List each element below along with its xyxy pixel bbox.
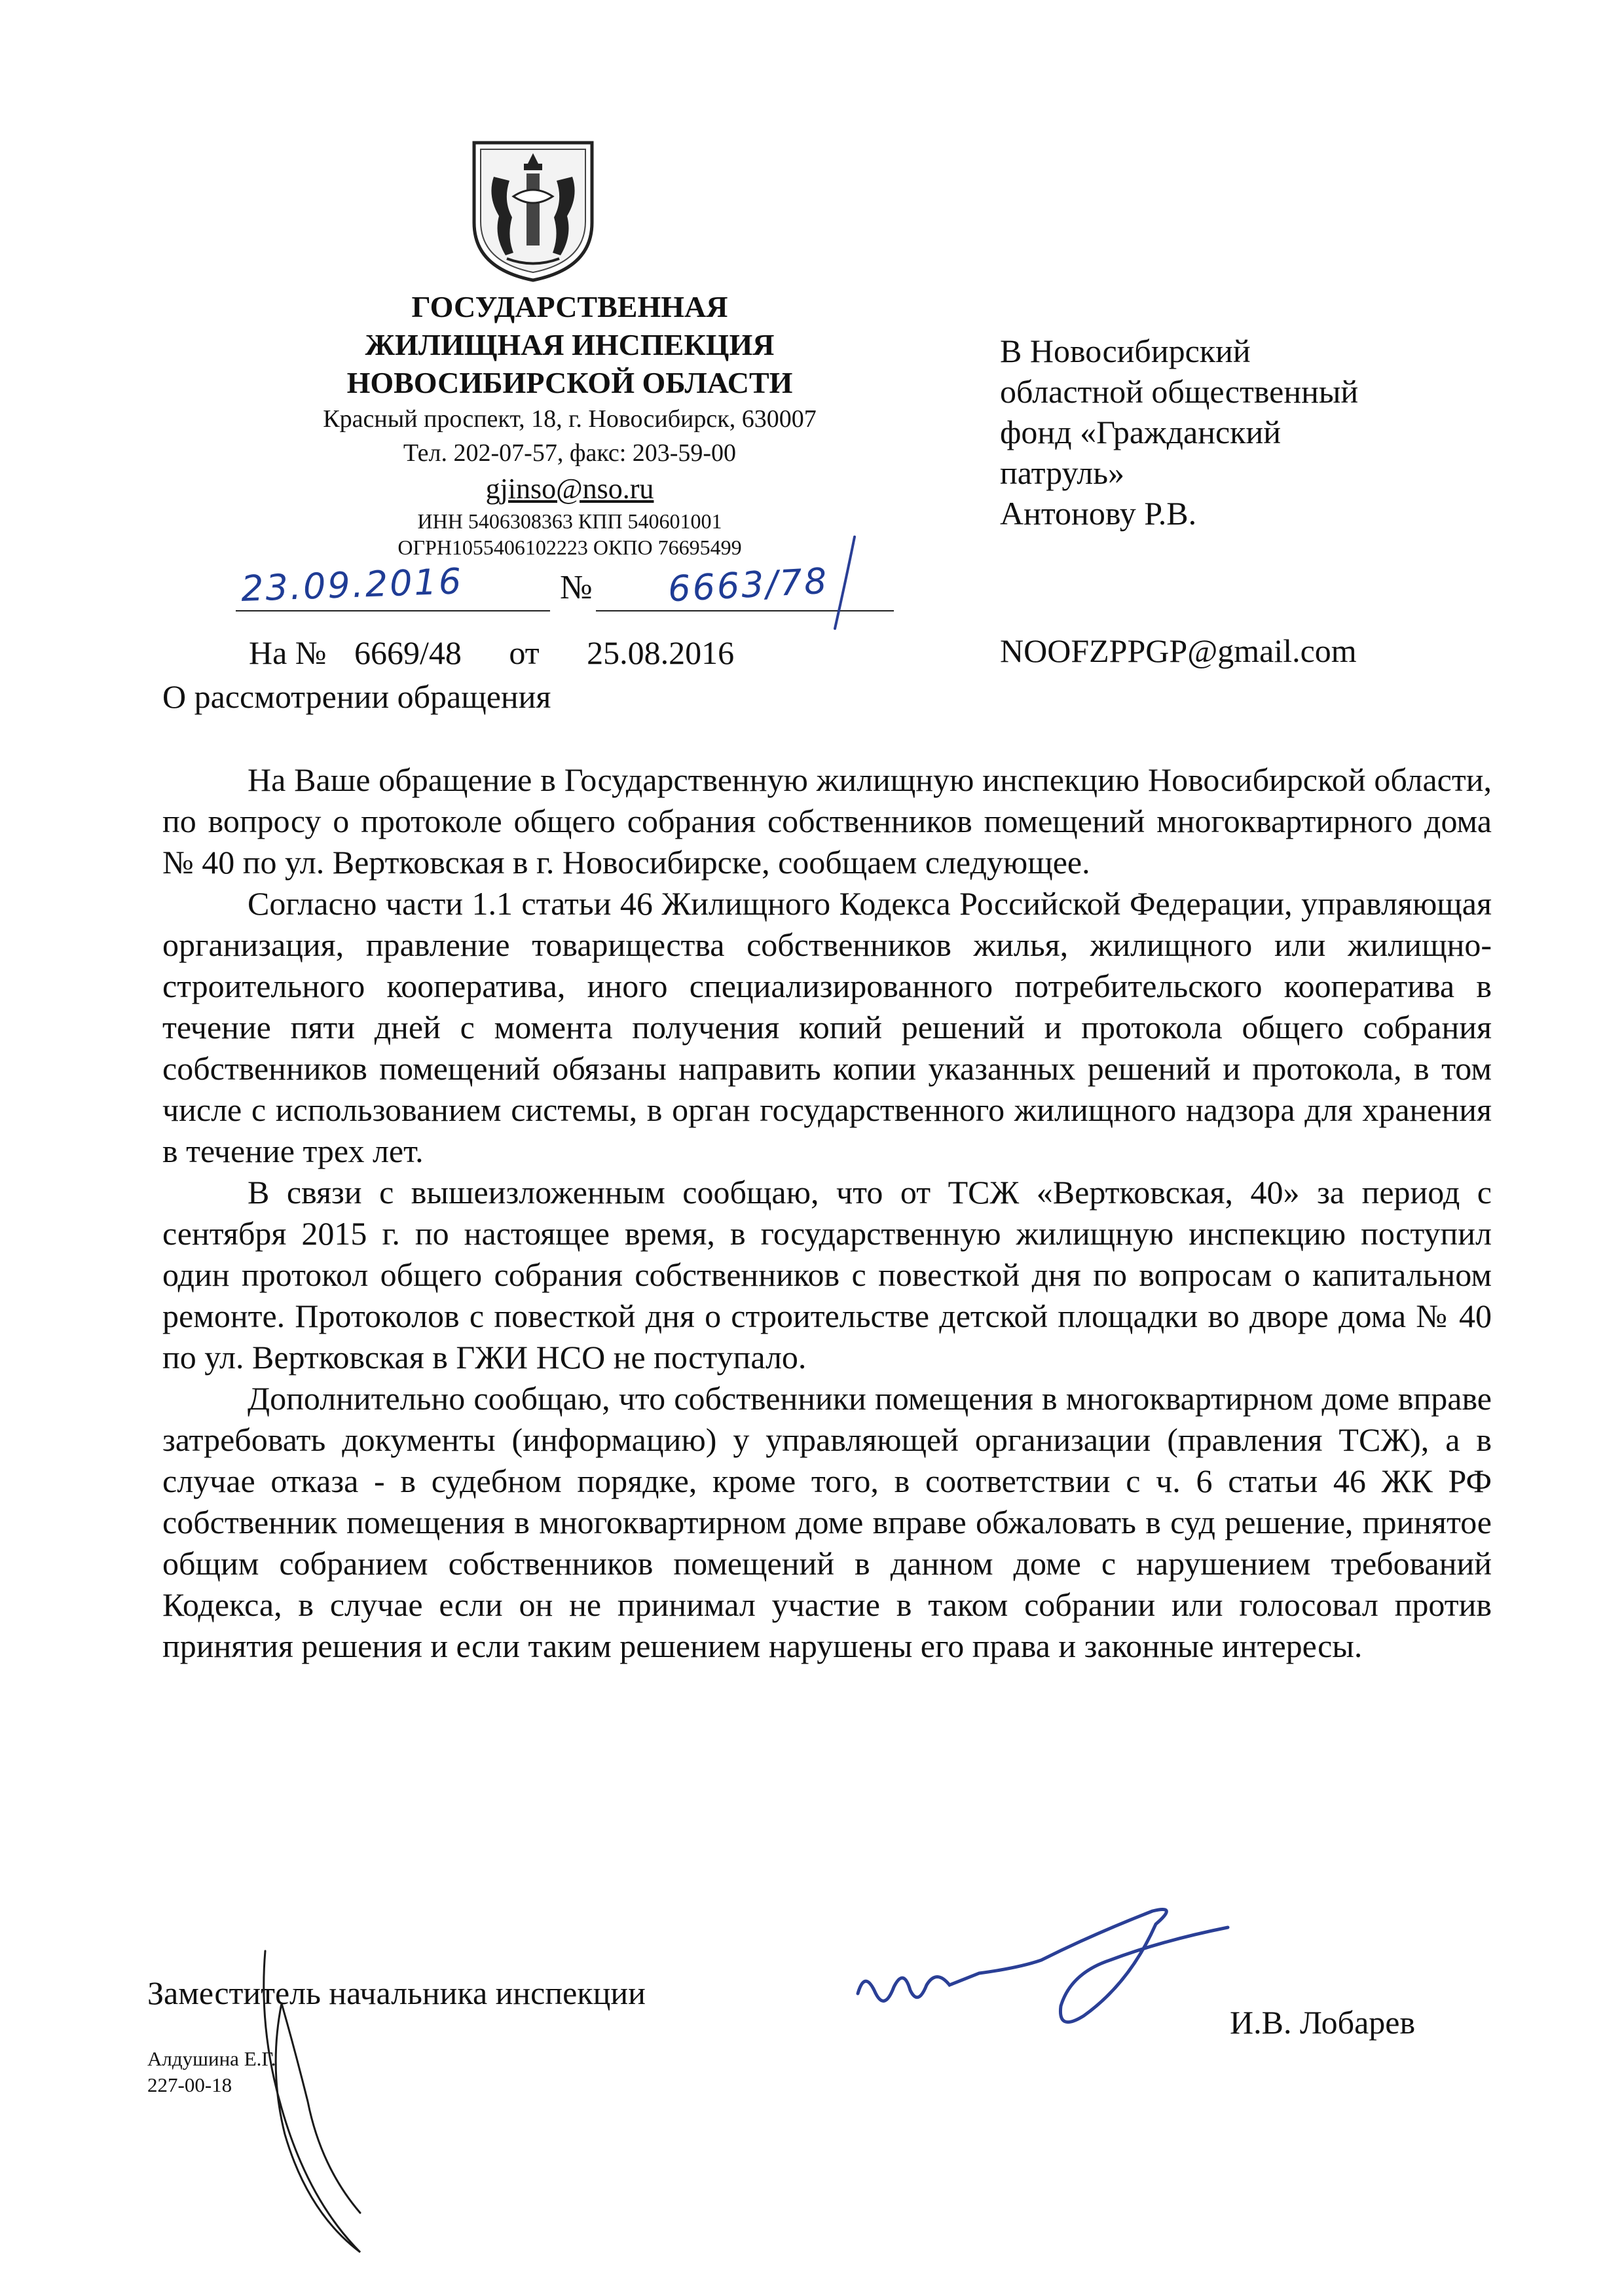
recipient-line3: фонд «Гражданский xyxy=(1000,414,1281,450)
org-phone: Тел. 202-07-57, факс: 203-59-00 xyxy=(403,439,737,467)
recipient-line1: В Новосибирский xyxy=(1000,333,1251,369)
org-ogrn-okpo: ОГРН1055406102223 ОКПО 76695499 xyxy=(397,536,742,559)
registration-date-handwritten: 23.09.2016 xyxy=(240,560,464,610)
recipient-email: NOOFZPPGP@gmail.com xyxy=(1000,632,1357,669)
registration-number-sign: № xyxy=(560,569,593,606)
signature-scribble xyxy=(858,1910,1228,2022)
reference-from-label: от xyxy=(509,634,540,671)
org-email-link[interactable]: gjinso@nso.ru xyxy=(485,473,654,505)
signer-name: И.В. Лобарев xyxy=(1230,2004,1416,2041)
org-address: Красный проспект, 18, г. Новосибирск, 630007 xyxy=(323,405,817,433)
executor-phone: 227-00-18 xyxy=(147,2073,232,2096)
org-inn-kpp: ИНН 5406308363 КПП 540601001 xyxy=(417,509,722,533)
reference-label: На № xyxy=(249,634,327,671)
signer-title: Заместитель начальника инспекции xyxy=(147,1975,646,2011)
recipient-line2: областной общественный xyxy=(1000,373,1359,410)
recipient-name: Антонову Р.В. xyxy=(1000,495,1197,532)
recipient-line4: патруль» xyxy=(1000,454,1125,491)
executor-name: Алдушина Е.Г. xyxy=(147,2047,276,2070)
org-name-line3: НОВОСИБИРСКОЙ ОБЛАСТИ xyxy=(346,366,793,399)
body-paragraph-3: В связи с вышеизложенным сообщаю, что от ТСЖ «Вертковская, 40» за период с сентября 2015 г. по настоящее время, в государственную жилищную инспекцию поступил один протокол общего собрания собственников с повесткой дня по вопросам о капитальном ремонте. Протоколов с повесткой дня о строительстве детской площадки во дворе дома № 40 по ул. Вертковская в ГЖИ НСО не поступало. xyxy=(162,1174,1492,1376)
registration-number-handwritten: 6663/78 xyxy=(667,560,830,610)
body-paragraph-4: Дополнительно сообщаю, что собственники помещения в многоквартирном доме вправе затребовать документы (информацию) у управляющей организации (правления ТСЖ), а в случае отказа - в судебном порядке, кроме того, в соответствии с ч. 6 статьи 46 ЖК РФ собственник помещения в многоквартирном доме вправе обжаловать в суд решение, принятое общим собранием собственников помещений в данном доме с нарушением требований Кодекса, в случае если он не принимал участие в таком собрании или голосовал против принятия решения и если таким решением нарушены его права и законные интересы. xyxy=(162,1380,1492,1664)
signature-flourish xyxy=(264,1951,360,2252)
reference-number: 6669/48 xyxy=(354,634,462,671)
body-paragraph-2: Согласно части 1.1 статьи 46 Жилищного Кодекса Российской Федерации, управляющая организация, правление товарищества собственников жилья, жилищного или жилищно-строительного кооператива, иного специализированного потребительского кооператива в течение пяти дней с момента получения копий решений и протокола общего собрания собственников помещений обязаны направить копии указанных решений и протокола, в том числе с использованием системы, в орган государственного жилищного надзора для хранения в течение трех лет. xyxy=(162,885,1492,1169)
org-name-line2: ЖИЛИЩНАЯ ИНСПЕКЦИЯ xyxy=(365,328,775,361)
letter-subject: О рассмотрении обращения xyxy=(162,678,551,715)
body-paragraph-1: На Ваше обращение в Государственную жилищную инспекцию Новосибирской области, по вопросу о протоколе общего собрания собственников помещений многоквартирного дома № 40 по ул. Вертковская в г. Новосибирске, сообщаем следующее. xyxy=(162,761,1492,881)
registration-stroke xyxy=(835,537,855,629)
reference-date: 25.08.2016 xyxy=(587,634,735,671)
org-name-line1: ГОСУДАРСТВЕННАЯ xyxy=(411,290,728,323)
